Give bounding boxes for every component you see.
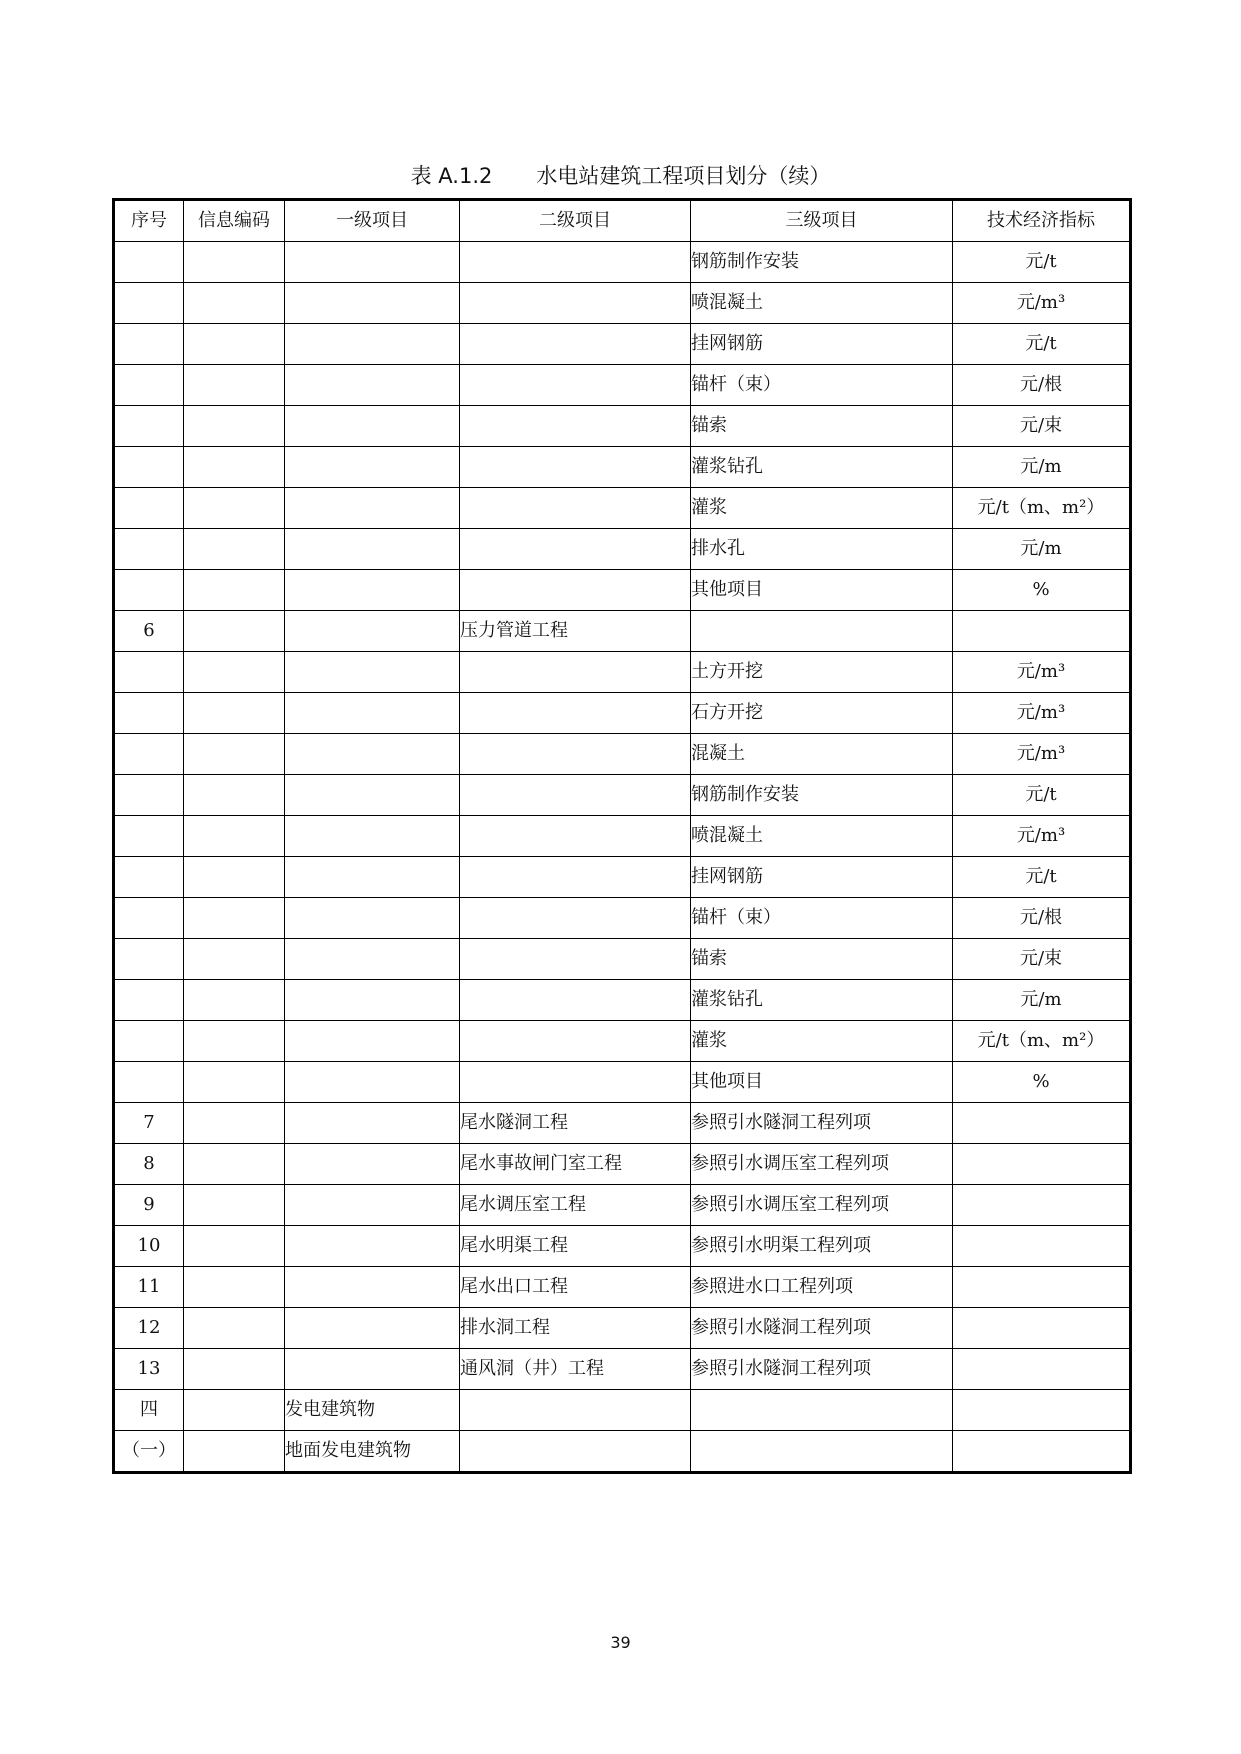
cell-level1: 发电建筑物 [285, 1390, 460, 1431]
cell-level2 [460, 1431, 691, 1473]
cell-level3: 混凝土 [691, 734, 953, 775]
table-header-row [114, 200, 1131, 242]
cell-level1 [285, 939, 460, 980]
cell-level1 [285, 529, 460, 570]
cell-level1 [285, 1267, 460, 1308]
cell-indicator: 元/t [953, 242, 1131, 283]
cell-seq [114, 324, 184, 365]
cell-level2 [460, 734, 691, 775]
cell-indicator: 元/根 [953, 898, 1131, 939]
cell-code [184, 406, 285, 447]
table-row [114, 447, 1131, 488]
cell-level2 [460, 406, 691, 447]
cell-code [184, 693, 285, 734]
cell-level1: 地面发电建筑物 [285, 1431, 460, 1473]
table-row [114, 652, 1131, 693]
cell-level3: 参照引水隧洞工程列项 [691, 1103, 953, 1144]
cell-seq [114, 898, 184, 939]
cell-seq: 7 [114, 1103, 184, 1144]
cell-level3: 灌浆钻孔 [691, 980, 953, 1021]
cell-seq [114, 980, 184, 1021]
cell-code [184, 1390, 285, 1431]
cell-seq [114, 283, 184, 324]
table-body [114, 242, 1131, 1473]
cell-code [184, 980, 285, 1021]
cell-level1 [285, 1062, 460, 1103]
cell-indicator: 元/根 [953, 365, 1131, 406]
cell-level1 [285, 365, 460, 406]
cell-level3: 参照进水口工程列项 [691, 1267, 953, 1308]
cell-level3: 参照引水调压室工程列项 [691, 1144, 953, 1185]
cell-level2 [460, 816, 691, 857]
cell-level1 [285, 898, 460, 939]
table-row [114, 529, 1131, 570]
cell-level2: 排水洞工程 [460, 1308, 691, 1349]
cell-level1 [285, 1349, 460, 1390]
table-row [114, 1144, 1131, 1185]
cell-code [184, 1226, 285, 1267]
cell-level2: 压力管道工程 [460, 611, 691, 652]
cell-level2 [460, 1062, 691, 1103]
cell-code [184, 242, 285, 283]
cell-seq [114, 447, 184, 488]
cell-level1 [285, 1308, 460, 1349]
cell-level3: 其他项目 [691, 570, 953, 611]
header-seq: 序号 [114, 200, 184, 242]
cell-indicator: 元/t [953, 775, 1131, 816]
cell-indicator: 元/m [953, 447, 1131, 488]
cell-level1 [285, 816, 460, 857]
cell-seq: 8 [114, 1144, 184, 1185]
cell-level3: 排水孔 [691, 529, 953, 570]
cell-level2: 尾水隧洞工程 [460, 1103, 691, 1144]
cell-level3: 挂网钢筋 [691, 324, 953, 365]
cell-code [184, 283, 285, 324]
cell-level3: 灌浆 [691, 488, 953, 529]
cell-indicator: 元/t [953, 324, 1131, 365]
header-indicator: 技术经济指标 [953, 200, 1131, 242]
cell-code [184, 1062, 285, 1103]
table-row [114, 1431, 1131, 1473]
cell-seq [114, 1062, 184, 1103]
cell-indicator: 元/m³ [953, 693, 1131, 734]
table-row [114, 570, 1131, 611]
cell-level2: 尾水事故闸门室工程 [460, 1144, 691, 1185]
table-row [114, 980, 1131, 1021]
cell-indicator [953, 1390, 1131, 1431]
cell-indicator: 元/m³ [953, 734, 1131, 775]
cell-indicator [953, 611, 1131, 652]
cell-level3: 灌浆 [691, 1021, 953, 1062]
cell-seq: 6 [114, 611, 184, 652]
table-row [114, 816, 1131, 857]
cell-level1 [285, 570, 460, 611]
page-number: 39 [610, 1633, 631, 1652]
cell-level1 [285, 611, 460, 652]
table-row [114, 488, 1131, 529]
cell-code [184, 1308, 285, 1349]
cell-seq [114, 406, 184, 447]
cell-level1 [285, 447, 460, 488]
cell-code [184, 529, 285, 570]
cell-level2 [460, 283, 691, 324]
cell-level2 [460, 1390, 691, 1431]
cell-code [184, 1103, 285, 1144]
cell-indicator [953, 1349, 1131, 1390]
cell-level3: 锚索 [691, 939, 953, 980]
cell-level1 [285, 980, 460, 1021]
header-level3: 三级项目 [691, 200, 953, 242]
cell-level2 [460, 857, 691, 898]
cell-code [184, 1267, 285, 1308]
cell-level2: 尾水调压室工程 [460, 1185, 691, 1226]
cell-code [184, 447, 285, 488]
cell-level1 [285, 693, 460, 734]
cell-level1 [285, 324, 460, 365]
cell-seq [114, 529, 184, 570]
cell-level2 [460, 980, 691, 1021]
cell-level1 [285, 406, 460, 447]
table-row [114, 1185, 1131, 1226]
cell-level1 [285, 488, 460, 529]
cell-level2 [460, 365, 691, 406]
cell-level3: 参照引水调压室工程列项 [691, 1185, 953, 1226]
cell-level2 [460, 529, 691, 570]
cell-seq: 9 [114, 1185, 184, 1226]
cell-level3: 锚索 [691, 406, 953, 447]
cell-level2 [460, 775, 691, 816]
cell-indicator [953, 1185, 1131, 1226]
cell-seq [114, 693, 184, 734]
cell-level3 [691, 1431, 953, 1473]
cell-code [184, 898, 285, 939]
cell-indicator: 元/束 [953, 939, 1131, 980]
cell-level2 [460, 570, 691, 611]
table-row [114, 1308, 1131, 1349]
table-row [114, 734, 1131, 775]
cell-code [184, 1185, 285, 1226]
table-row [114, 611, 1131, 652]
cell-level1 [285, 734, 460, 775]
cell-level1 [285, 775, 460, 816]
cell-code [184, 324, 285, 365]
cell-level1 [285, 1226, 460, 1267]
cell-seq [114, 488, 184, 529]
cell-level3: 喷混凝土 [691, 816, 953, 857]
cell-seq [114, 1021, 184, 1062]
cell-indicator: 元/m³ [953, 652, 1131, 693]
cell-seq: 12 [114, 1308, 184, 1349]
cell-level2 [460, 1021, 691, 1062]
table-row [114, 1103, 1131, 1144]
table-row [114, 693, 1131, 734]
cell-level3: 参照引水明渠工程列项 [691, 1226, 953, 1267]
cell-seq [114, 365, 184, 406]
header-level1: 一级项目 [285, 200, 460, 242]
table-row [114, 939, 1131, 980]
cell-seq: 13 [114, 1349, 184, 1390]
cell-level2 [460, 693, 691, 734]
cell-level2 [460, 324, 691, 365]
cell-level3: 锚杆（束） [691, 365, 953, 406]
table-row [114, 242, 1131, 283]
cell-seq: 11 [114, 1267, 184, 1308]
cell-code [184, 488, 285, 529]
cell-seq [114, 652, 184, 693]
cell-seq [114, 857, 184, 898]
cell-level3: 钢筋制作安装 [691, 242, 953, 283]
cell-indicator: 元/m [953, 529, 1131, 570]
table-row [114, 365, 1131, 406]
cell-level3: 喷混凝土 [691, 283, 953, 324]
cell-indicator [953, 1144, 1131, 1185]
cell-level2 [460, 939, 691, 980]
cell-indicator: 元/束 [953, 406, 1131, 447]
table-row [114, 324, 1131, 365]
cell-level1 [285, 1185, 460, 1226]
cell-indicator: 元/t [953, 857, 1131, 898]
table-row [114, 1349, 1131, 1390]
cell-code [184, 570, 285, 611]
cell-level1 [285, 1021, 460, 1062]
table-number: 表 A.1.2 [410, 164, 493, 188]
cell-level2 [460, 898, 691, 939]
table-row [114, 406, 1131, 447]
cell-level3: 参照引水隧洞工程列项 [691, 1349, 953, 1390]
header-code: 信息编码 [184, 200, 285, 242]
cell-seq: 四 [114, 1390, 184, 1431]
cell-seq [114, 775, 184, 816]
cell-seq [114, 242, 184, 283]
cell-seq [114, 570, 184, 611]
cell-level2: 尾水明渠工程 [460, 1226, 691, 1267]
table-row [114, 898, 1131, 939]
cell-level2 [460, 447, 691, 488]
table-row [114, 1021, 1131, 1062]
cell-level3 [691, 1390, 953, 1431]
table-row [114, 283, 1131, 324]
cell-level1 [285, 283, 460, 324]
cell-level3: 其他项目 [691, 1062, 953, 1103]
table-title: 水电站建筑工程项目划分（续） [536, 164, 831, 188]
cell-level3: 锚杆（束） [691, 898, 953, 939]
cell-level1 [285, 652, 460, 693]
cell-level3: 灌浆钻孔 [691, 447, 953, 488]
cell-level2: 通风洞（井）工程 [460, 1349, 691, 1390]
cell-indicator: 元/m³ [953, 816, 1131, 857]
cell-code [184, 1349, 285, 1390]
cell-code [184, 365, 285, 406]
project-division-table [112, 198, 1132, 1474]
table-row [114, 1062, 1131, 1103]
cell-indicator [953, 1226, 1131, 1267]
cell-seq [114, 939, 184, 980]
cell-level3: 参照引水隧洞工程列项 [691, 1308, 953, 1349]
cell-seq: （一） [114, 1431, 184, 1473]
cell-level3: 挂网钢筋 [691, 857, 953, 898]
table-row [114, 775, 1131, 816]
cell-indicator: % [953, 1062, 1131, 1103]
cell-level1 [285, 242, 460, 283]
table-row [114, 1226, 1131, 1267]
cell-level2 [460, 488, 691, 529]
cell-level1 [285, 857, 460, 898]
cell-code [184, 1431, 285, 1473]
cell-code [184, 652, 285, 693]
cell-level1 [285, 1103, 460, 1144]
cell-seq [114, 816, 184, 857]
cell-level3 [691, 611, 953, 652]
cell-code [184, 611, 285, 652]
cell-level3: 土方开挖 [691, 652, 953, 693]
cell-indicator: 元/t（m、m²） [953, 488, 1131, 529]
cell-level1 [285, 1144, 460, 1185]
cell-code [184, 816, 285, 857]
cell-indicator: 元/m³ [953, 283, 1131, 324]
table-row [114, 857, 1131, 898]
cell-indicator: 元/m [953, 980, 1131, 1021]
cell-code [184, 775, 285, 816]
cell-indicator [953, 1103, 1131, 1144]
cell-level3: 钢筋制作安装 [691, 775, 953, 816]
cell-level3: 石方开挖 [691, 693, 953, 734]
header-level2: 二级项目 [460, 200, 691, 242]
cell-seq [114, 734, 184, 775]
cell-code [184, 1144, 285, 1185]
cell-code [184, 857, 285, 898]
cell-indicator: % [953, 570, 1131, 611]
cell-code [184, 1021, 285, 1062]
cell-seq: 10 [114, 1226, 184, 1267]
cell-indicator [953, 1431, 1131, 1473]
cell-level2 [460, 652, 691, 693]
cell-code [184, 734, 285, 775]
cell-code [184, 939, 285, 980]
cell-indicator: 元/t（m、m²） [953, 1021, 1131, 1062]
cell-indicator [953, 1308, 1131, 1349]
cell-indicator [953, 1267, 1131, 1308]
table-caption [0, 160, 1241, 190]
table-row [114, 1390, 1131, 1431]
table-row [114, 1267, 1131, 1308]
cell-level2: 尾水出口工程 [460, 1267, 691, 1308]
cell-level2 [460, 242, 691, 283]
